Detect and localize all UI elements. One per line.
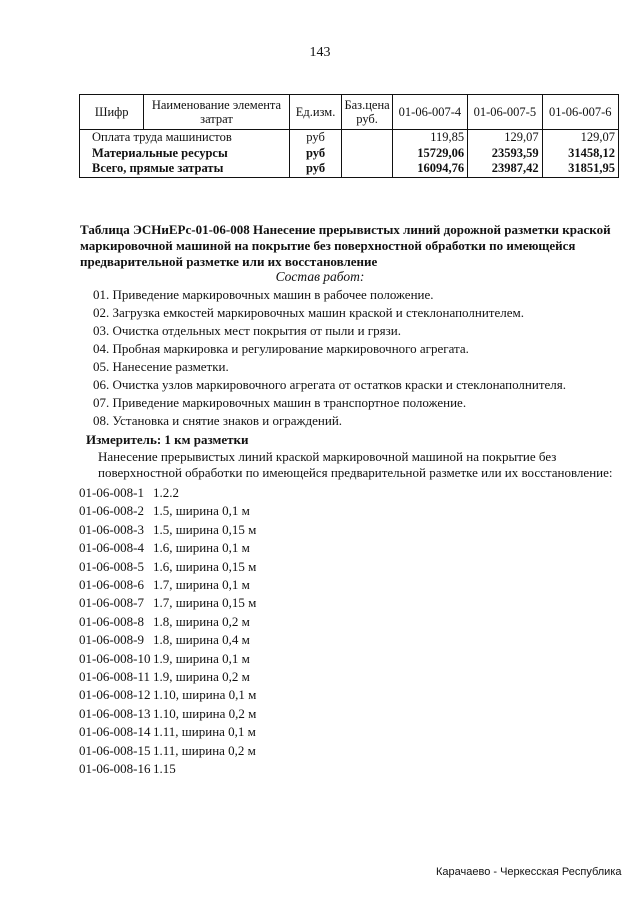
norm-code: 01-06-008-2 bbox=[79, 503, 144, 519]
norm-code: 01-06-008-12 bbox=[79, 687, 151, 703]
list-item bbox=[79, 576, 256, 594]
measure-unit: Измеритель: 1 км разметки bbox=[86, 432, 249, 447]
list-item bbox=[79, 668, 256, 686]
page-footer: Карачаево - Черкесская Республика bbox=[436, 866, 622, 878]
row-unit: руб bbox=[289, 146, 342, 162]
list-item bbox=[79, 484, 256, 502]
norm-code: 01-06-008-3 bbox=[79, 521, 144, 537]
norm-text: 1.6, ширина 0,1 м bbox=[153, 540, 250, 556]
row-value-3: 31458,12 bbox=[542, 146, 618, 162]
norm-code: 01-06-008-10 bbox=[79, 650, 151, 666]
row-value-1: 119,85 bbox=[392, 130, 467, 146]
norm-code: 01-06-008-7 bbox=[79, 595, 144, 611]
norm-codes-list bbox=[79, 484, 256, 779]
list-item bbox=[79, 760, 256, 778]
row-base-price bbox=[342, 161, 392, 177]
work-steps-list bbox=[93, 286, 633, 430]
row-unit: руб bbox=[289, 161, 342, 177]
header-base-price: Баз.цена руб. bbox=[342, 95, 392, 130]
work-step: 06. Очистка узлов маркировочного агрегата от остатков краски и стеклонаполнителя. bbox=[93, 377, 567, 392]
list-item bbox=[79, 742, 256, 760]
row-value-3: 31851,95 bbox=[542, 161, 618, 177]
row-value-3: 129,07 bbox=[542, 130, 618, 146]
list-item bbox=[79, 521, 256, 539]
norm-code: 01-06-008-16 bbox=[79, 761, 151, 777]
row-value-2: 23987,42 bbox=[468, 161, 542, 177]
norm-code: 01-06-008-5 bbox=[79, 558, 144, 574]
norm-code: 01-06-008-11 bbox=[79, 669, 151, 685]
work-step: 04. Пробная маркировка и регулирование маркировочного агрегата. bbox=[93, 341, 469, 356]
row-unit: руб bbox=[289, 130, 342, 146]
norm-text: 1.8, ширина 0,2 м bbox=[153, 613, 250, 629]
row-value-1: 16094,76 bbox=[392, 161, 467, 177]
norm-text: 1.7, ширина 0,1 м bbox=[153, 577, 250, 593]
norm-text: 1.10, ширина 0,1 м bbox=[153, 687, 257, 703]
norm-code: 01-06-008-1 bbox=[79, 485, 144, 500]
row-base-price bbox=[342, 130, 392, 146]
row-name: Всего, прямые затраты bbox=[80, 161, 290, 177]
norm-code: 01-06-008-8 bbox=[79, 613, 144, 629]
price-table bbox=[79, 94, 619, 178]
norm-code: 01-06-008-4 bbox=[79, 540, 144, 556]
work-step: 07. Приведение маркировочных машин в транспортное положение. bbox=[93, 395, 467, 410]
work-step: 08. Установка и снятие знаков и ограждений. bbox=[93, 413, 343, 428]
row-name: Оплата труда машинистов bbox=[80, 130, 290, 146]
norm-text: 1.5, ширина 0,15 м bbox=[153, 521, 257, 537]
norm-text: 1.9, ширина 0,1 м bbox=[153, 650, 250, 666]
work-composition-heading: Состав работ: bbox=[275, 269, 365, 284]
page-number: 143 bbox=[309, 45, 331, 60]
list-item bbox=[79, 631, 256, 649]
header-code: Шифр bbox=[80, 95, 144, 130]
work-step: 02. Загрузка емкостей маркировочных машин краской и стеклонаполнителем. bbox=[93, 305, 524, 320]
header-rate-1: 01-06-007-4 bbox=[392, 95, 467, 130]
list-item bbox=[79, 723, 256, 741]
norm-text: 1.2.2 bbox=[153, 485, 179, 500]
row-value-2: 129,07 bbox=[468, 130, 542, 146]
norm-text: 1.10, ширина 0,2 м bbox=[153, 705, 257, 721]
norm-code: 01-06-008-9 bbox=[79, 632, 144, 648]
norm-code: 01-06-008-6 bbox=[79, 577, 144, 593]
norm-text: 1.15 bbox=[153, 761, 176, 777]
table-row bbox=[80, 130, 619, 146]
list-item bbox=[79, 558, 256, 576]
norm-text: 1.7, ширина 0,15 м bbox=[153, 595, 257, 611]
list-item bbox=[79, 650, 256, 668]
list-item bbox=[79, 502, 256, 520]
list-item bbox=[79, 594, 256, 612]
price-table-header bbox=[80, 95, 619, 130]
header-rate-3: 01-06-007-6 bbox=[542, 95, 618, 130]
table-title: Таблица ЭСНиЕРс-01-06-008 Нанесение прерывистых линий дорожной разметки краской маркировочной машиной на покрытие без поверхностной обработки по имеющейся предварительной разметке или их восстановление bbox=[80, 222, 611, 269]
norm-code: 01-06-008-14 bbox=[79, 724, 151, 740]
norm-text: 1.11, ширина 0,2 м bbox=[153, 742, 256, 758]
norm-text: 1.6, ширина 0,15 м bbox=[153, 558, 257, 574]
header-cost-element: Наименование элемента затрат bbox=[144, 95, 289, 130]
table-row bbox=[80, 161, 619, 177]
row-name: Материальные ресурсы bbox=[80, 146, 290, 162]
norm-code: 01-06-008-15 bbox=[79, 742, 151, 758]
work-step: 05. Нанесение разметки. bbox=[93, 359, 229, 374]
list-item bbox=[79, 705, 256, 723]
header-rate-2: 01-06-007-5 bbox=[468, 95, 542, 130]
norm-text: 1.9, ширина 0,2 м bbox=[153, 669, 250, 685]
table-row bbox=[80, 146, 619, 162]
norm-description: Нанесение прерывистых линий краской маркировочной машиной на покрытие без поверхностной обработки по имеющейся предварительной разметке или их восстановление: bbox=[98, 449, 613, 480]
norm-text: 1.5, ширина 0,1 м bbox=[153, 503, 250, 519]
norm-text: 1.8, ширина 0,4 м bbox=[153, 632, 250, 648]
row-value-2: 23593,59 bbox=[468, 146, 542, 162]
row-value-1: 15729,06 bbox=[392, 146, 467, 162]
norm-code: 01-06-008-13 bbox=[79, 705, 151, 721]
list-item bbox=[79, 686, 256, 704]
list-item bbox=[79, 613, 256, 631]
header-unit: Ед.изм. bbox=[289, 95, 342, 130]
work-step: 03. Очистка отдельных мест покрытия от пыли и грязи. bbox=[93, 323, 401, 338]
list-item bbox=[79, 539, 256, 557]
row-base-price bbox=[342, 146, 392, 162]
norm-text: 1.11, ширина 0,1 м bbox=[153, 724, 256, 740]
work-step: 01. Приведение маркировочных машин в рабочее положение. bbox=[93, 287, 434, 302]
